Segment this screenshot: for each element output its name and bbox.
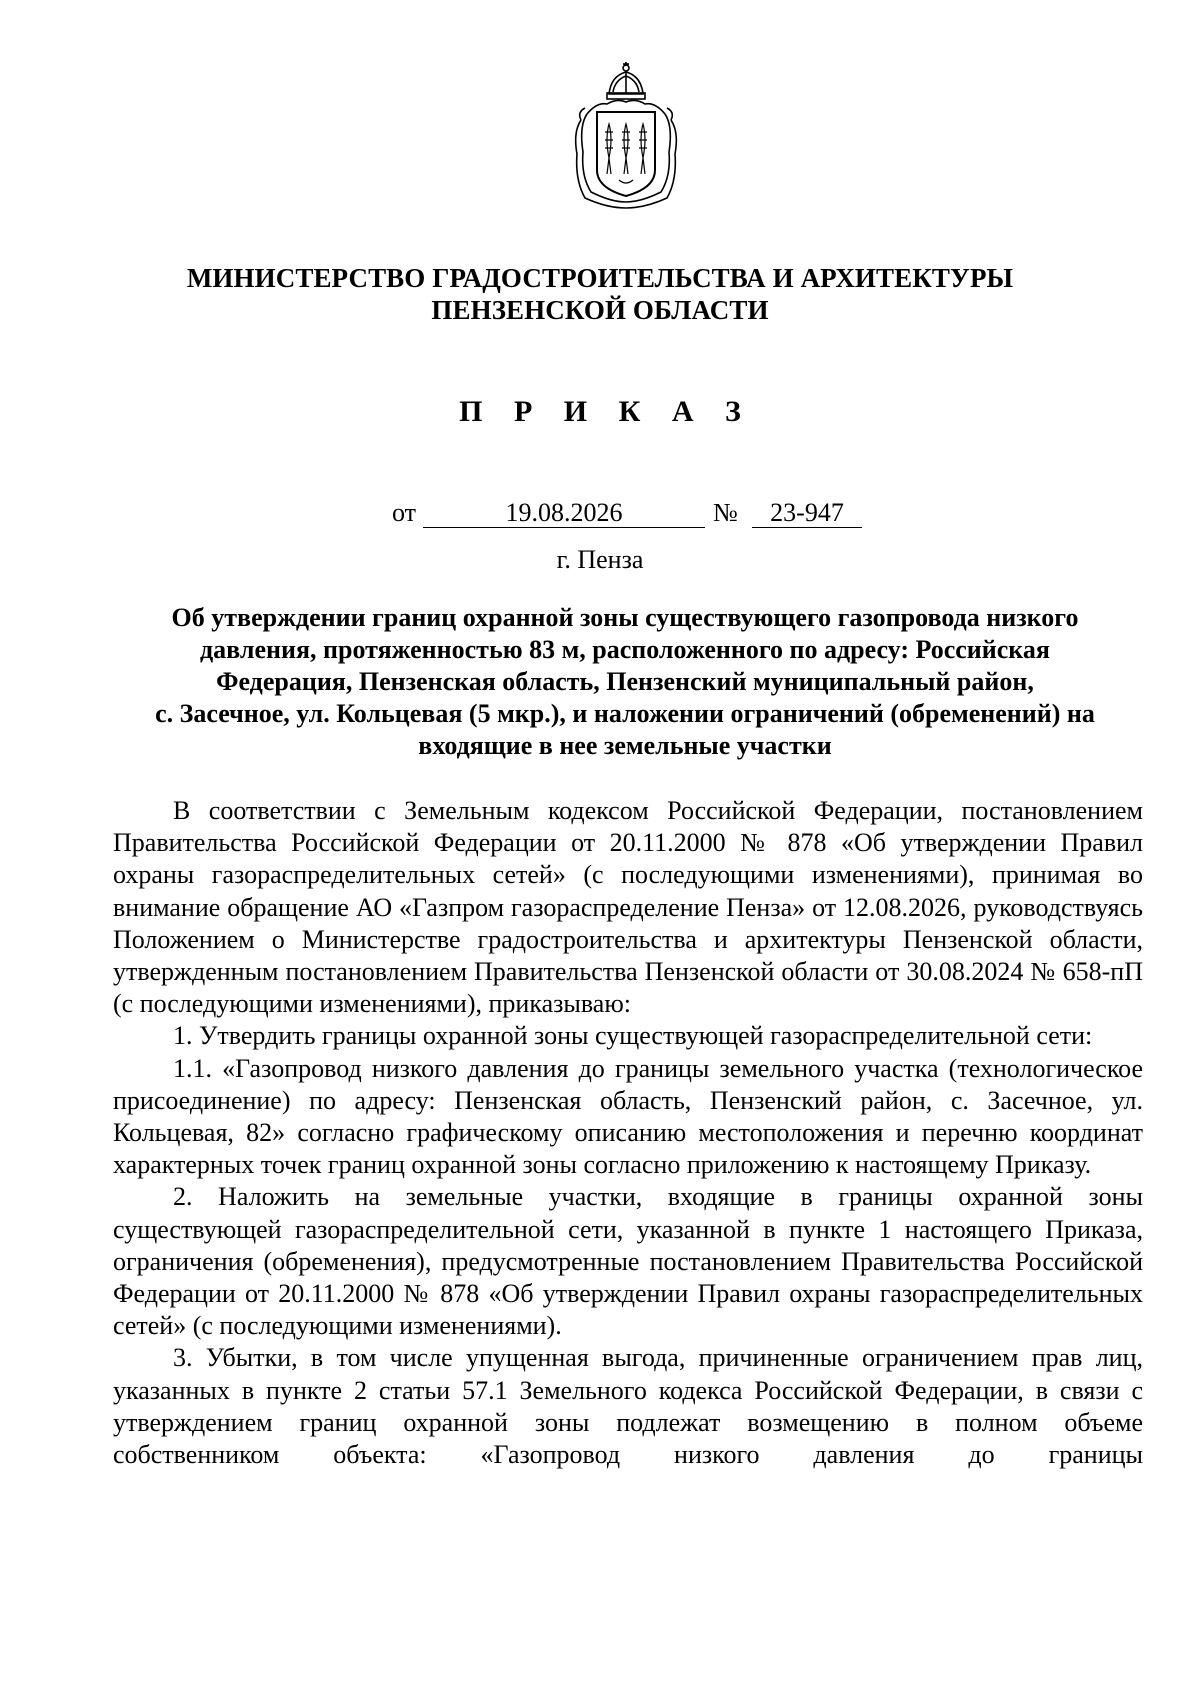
ministry-line-2: ПЕНЗЕНСКОЙ ОБЛАСТИ — [431, 295, 769, 325]
order-date: 19.08.2026 — [423, 497, 705, 528]
clause-3: 3. Убытки, в том числе упущенная выгода, причиненные ограничением прав лиц, указанных в пункте 2 статьи 57.1 Земельного кодекса Российской Федерации, в связи с утверждением границ охранной зоны подлежат возмещению в полном объеме собственником объекта: «Газопровод низкого давления до границы — [113, 1343, 1143, 1470]
ministry-name — [0, 262, 1200, 326]
subject-line-1: Об утверждении границ охранной зоны существующего газопровода низкого — [171, 603, 1079, 632]
subject-line-4: с. Засечное, ул. Кольцевая (5 мкр.), и наложении ограничений (обременений) на — [155, 699, 1095, 728]
city: г. Пенза — [556, 545, 644, 574]
ministry-line-1: МИНИСТЕРСТВО ГРАДОСТРОИТЕЛЬСТВА И АРХИТЕКТУРЫ — [186, 263, 1014, 293]
date-prefix: от — [392, 498, 417, 527]
number-prefix: № — [713, 498, 738, 527]
clause-2: 2. Наложить на земельные участки, входящие в границы охранной зоны существующей газораспределительной сети, указанной в пункте 1 настоящего Приказа, ограничения (обременения), предусмотренные постановлением Правительства Российской Федерации от 20.11.2000 № 878 «Об утверждении Правил охраны газораспределительных сетей» (с последующими изменениями). — [113, 1182, 1143, 1341]
order-title: П Р И К А З — [459, 395, 753, 428]
subject-line-3: Федерация, Пензенская область, Пензенский муниципальный район, — [216, 667, 1034, 696]
clause-1-1: 1.1. «Газопровод низкого давления до границы земельного участка (технологическое присоединение) по адресу: Пензенская область, Пензенский район, с. Засечное, ул. Кольцевая, 82» согласно графическому описанию местоположения и перечню координат характерных точек границ охранной зоны согласно приложению к настоящему Приказу. — [113, 1053, 1143, 1180]
subject-line-2: давления, протяженностью 83 м, расположенного по адресу: Российская — [200, 635, 1050, 664]
order-body — [113, 795, 1143, 1471]
coat-of-arms-icon — [567, 62, 685, 212]
clause-1: 1. Утвердить границы охранной зоны существующей газораспределительной сети: — [173, 1021, 1093, 1051]
subject-line-5: входящие в нее земельные участки — [418, 731, 832, 760]
preamble-paragraph: В соответствии с Земельным кодексом Российской Федерации, постановлением Правительства Российской Федерации от 20.11.2000 № 878 «Об утверждении Правил охраны газораспределительных сетей» (с последующими изменениями), принимая во внимание обращение АО «Газпром газораспределение Пенза» от 12.08.2026, руководствуясь Положением о Министерстве градостроительства и архитектуры Пензенской области, утвержденным постановлением Правительства Пензенской области от 30.08.2024 № 658-пП (с последующими изменениями), приказываю: — [113, 796, 1143, 1019]
order-number: 23-947 — [752, 497, 862, 528]
order-subject — [125, 602, 1125, 762]
